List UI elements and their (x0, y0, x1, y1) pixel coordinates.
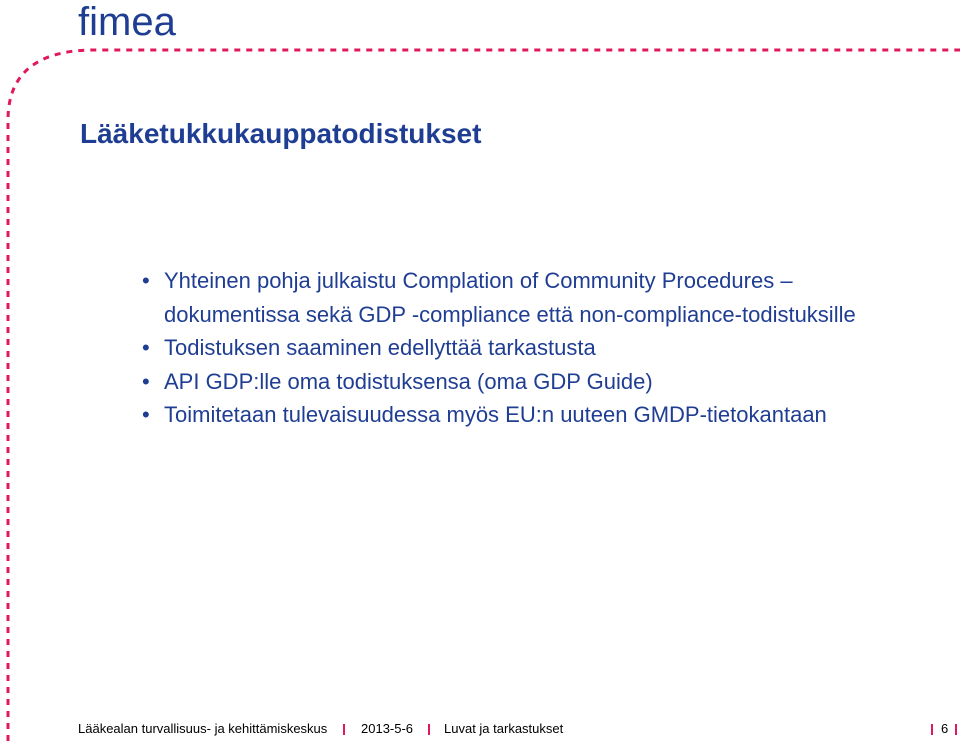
slide-title: Lääketukkukauppatodistukset (80, 118, 482, 149)
footer-separator (343, 724, 345, 735)
bullet-icon: • (142, 335, 150, 360)
bullet-text: API GDP:lle oma todistuksensa (oma GDP Guide) (164, 368, 653, 394)
bullet-icon: • (142, 268, 150, 293)
bullet-item (142, 331, 902, 365)
bullet-text: Yhteinen pohja julkaistu Complation of Community Procedures –dokumentissa sekä GDP -compliance että non-compliance-todistuksille (164, 268, 856, 327)
bullet-icon: • (142, 368, 150, 394)
bullet-icon: • (142, 402, 150, 427)
bullet-item (142, 365, 902, 399)
footer-date: 2013-5-6 (361, 721, 414, 736)
footer-section: Luvat ja tarkastukset (444, 721, 564, 736)
footer-separator (428, 724, 430, 735)
footer-organization: Lääkealan turvallisuus- ja kehittämiskeskus (78, 721, 328, 736)
bullet-list (142, 264, 902, 432)
bullet-text: Todistuksen saaminen edellyttää tarkastusta (164, 335, 596, 360)
bullet-item (142, 264, 902, 331)
bullet-item (142, 398, 902, 432)
footer-separator (931, 724, 933, 735)
footer-separator (955, 724, 957, 735)
fimea-logo: fimea (78, 0, 176, 44)
footer-page-number: 6 (941, 721, 949, 736)
bullet-text: Toimitetaan tulevaisuudessa myös EU:n uuteen GMDP-tietokantaan (164, 402, 827, 427)
